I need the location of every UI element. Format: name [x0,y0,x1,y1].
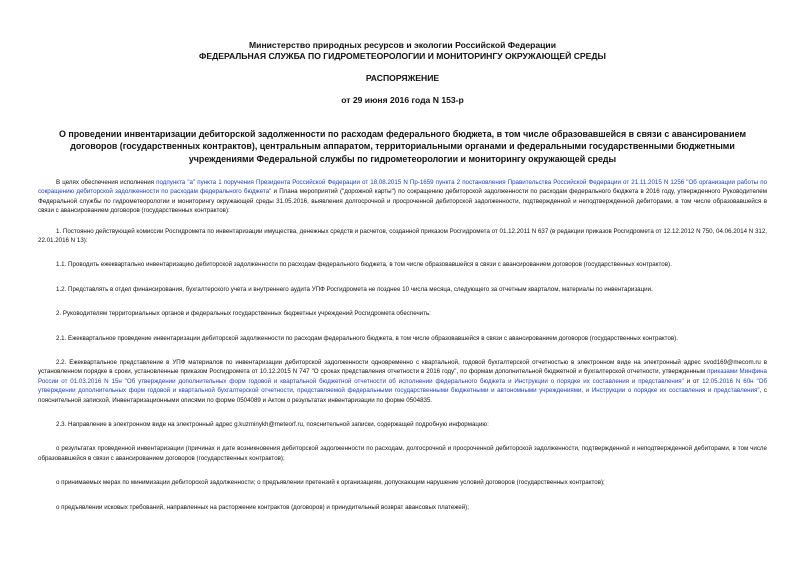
document-date-number: от 29 июня 2016 года N 153-р [341,95,464,105]
document-title: О проведении инвентаризации дебиторской задолженности по расходам федерального бюджета, в том числе образовавшейся в связи с авансированием договоров (государственных контрактов), центральным аппаратом, территориальными органами и федеральными государственными бюджетными учреждениями Федеральной службы по гидрометеорологии и мониторингу окружающей среды [58,129,747,164]
bullet-3: о предъявлении исковых требований, направленных на расторжение контрактов (договоров) и принудительный возврат авансовых платежей); [56,503,469,511]
paragraph-intro [38,178,767,216]
link-minfin-order-60n[interactable]: 12.05.2016 N 60н "Об утверждении дополнительных форм годовой и квартальной бухгалтерской отчетности, представляемой федеральными государственными бюджетными и автономными учреждениями, и Инструкции о порядке их составления и представления" [38,377,767,395]
document-body [38,178,767,512]
document-type: РАСПОРЯЖЕНИЕ [365,73,440,83]
p22-text-3: , с пояснительной запиской, Инвентаризационными описями по форме 0504089 и Актом о результатах инвентаризации по форме 0504835. [38,387,767,404]
bullet-1: о результатах проведенной инвентаризации (причинах и дате возникновения дебиторской задолженности по расходам, долгосрочной и просроченной дебиторской задолженности, подтвержденной и неподтвержденной дебиторами, в том числе образовавшейся в связи с авансированием договоров (государственных контрактов); [38,445,767,462]
ministry-name: Министерство природных ресурсов и экологии Российской Федерации [249,40,556,50]
paragraph-2-3: 2.3. Направление в электронном виде на электронный адрес g.kuzminykh@meteorf.ru, пояснительной записки, содержащей подробную информацию: [56,420,489,428]
intro-text-1: В целях обеспечения исполнения [56,178,157,186]
intro-text-3: и Плана мероприятий ("дорожной карты") по сокращению дебиторской задолженности по расходам федерального бюджета в 2016 году, утвержденного Руководителем Федеральной службы по гидрометеорологии и мониторингу окружающей среды 31.05.2016, выявления долгосрочной и просроченной дебиторской задолженности, подтвержденной и неподтвержденной дебиторами, в том числе образовавшейся в связи с авансированием договоров (государственных контрактов): [38,188,767,215]
paragraph-1-2: 1.2. Представлять в отдел финансирования, бухгалтерского учета и внутреннего аудита УПФ Росгидромета не позднее 10 числа месяца, следующего за отчетным кварталом, материалы по инвентаризации. [56,285,653,293]
p22-text-1: 2.2. Ежеквартальное представление в УПФ материалов по инвентаризации дебиторской задолженности одновременно с квартальной, годовой бухгалтерской отчетностью в электронном виде на электронный адрес svod169@mecom.ru в установленном порядке в сроки, установленные приказом Росгидромета от 10.12.2015 N 747 "О сроках представления отчетности в 2016 году", по формам дополнительной бюджетной и бухгалтерской отчетности, утвержденным [38,358,767,376]
paragraph-1: 1. Постоянно действующей комиссии Росгидромета по инвентаризации имущества, денежных средств и расчетов, созданной приказом Росгидромета от 01.12.2011 N 637 (в редакции приказов Росгидромета от 12.12.2012 N 750, 04.06.2014 N 312, 22.01.2016 N 13): [38,227,767,244]
service-name: ФЕДЕРАЛЬНАЯ СЛУЖБА ПО ГИДРОМЕТЕОРОЛОГИИ И МОНИТОРИНГУ ОКРУЖАЮЩЕЙ СРЕДЫ [199,51,606,61]
paragraph-2: 2. Руководителям территориальных органов и федеральных государственных бюджетных учреждений Росгидромета обеспечить: [56,310,431,318]
bullet-2: о принимаемых мерах по минимизации дебиторской задолженности; о предъявлении претензий к организациям, допускающим нарушение условий договоров (государственных контрактов); [56,479,605,487]
paragraph-2-1: 2.1. Ежеквартальное проведение инвентаризации дебиторской задолженности по расходам федерального бюджета, в том числе образовавшейся в связи с авансированием договоров (государственных контрактов). [56,334,678,342]
link-minfin-order-15n[interactable]: приказами Минфина России от 01.03.2016 N 15н "Об утверждении дополнительных форм годовой и квартальной бюджетной отчетности об исполнении федерального бюджета и Инструкции о порядке их составления и представления" [38,368,767,385]
document-header [38,40,767,106]
paragraph-2-2 [38,358,767,405]
paragraph-1-1: 1.1. Проводить ежеквартально инвентаризацию дебиторской задолженности по расходам федерального бюджета, в том числе образовавшейся в связи с авансированием договоров (государственных контрактов). [56,261,672,269]
p22-text-2: и от [683,377,703,385]
link-government-decree[interactable]: пункта 2 постановления Правительства Российской Федерации от 21.11.2015 N 1256 "Об организации работы по сокращению дебиторской задолженности по расходам федерального бюджета" [38,178,768,196]
link-president-order[interactable]: подпункта "а" пункта 1 поручения Президента Российской Федерации от 18.08.2015 N Пр-1659 [156,178,434,186]
